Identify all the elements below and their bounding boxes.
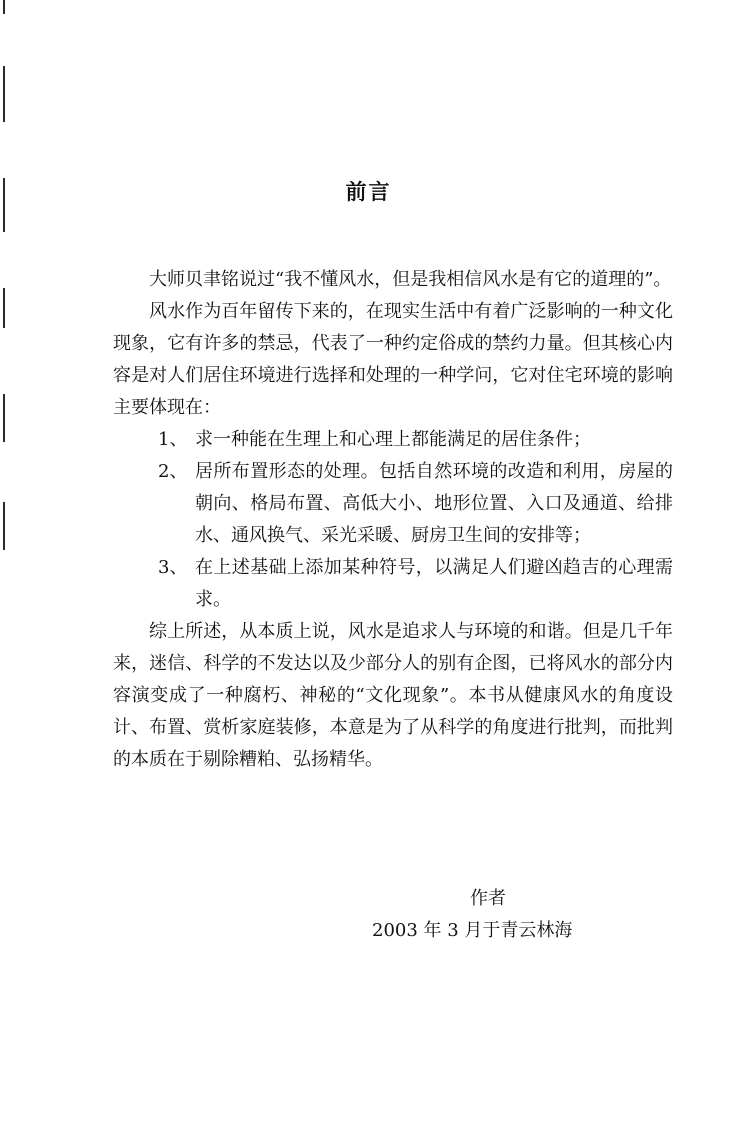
page-title: 前言 [345, 179, 392, 204]
scan-edge-mark [3, 502, 5, 550]
signature-date: 2003 年 3 月于青云林海 [372, 920, 573, 941]
list-item-number: 2、 [158, 461, 188, 482]
paragraph-fengshui: 风水作为百年留传下来的，在现实生活中有着广泛影响的一种文化现象，它有许多的禁忌，代表了一种约定俗成的禁约力量。但其核心内容是对人们居住环境进行选择和处理的一种学问，它对住宅环境的影响主要体现在： [113, 301, 673, 418]
scan-edge-mark [3, 288, 5, 328]
paragraph-conclusion: 综上所述，从本质上说，风水是追求人与环境的和谐。但是几千年来，迷信、科学的不发达以及少部分人的别有企图，已将风水的部分内容演变成了一种腐朽、神秘的“文化现象”。本书从健康风水的角度设计、布置、赏析家庭装修，本意是为了从科学的角度进行批判，而批判的本质在于剔除糟粕、弘扬精华。 [113, 621, 673, 770]
list-item [113, 552, 673, 616]
list-item-text: 在上述基础上添加某种符号，以满足人们避凶趋吉的心理需求。 [195, 557, 673, 610]
list-item-text: 求一种能在生理上和心理上都能满足的居住条件； [195, 429, 591, 450]
scan-edge-mark [3, 0, 5, 14]
scan-edge-mark [3, 66, 5, 122]
list-item-number: 1、 [158, 429, 188, 450]
paragraph-intro: 大师贝聿铭说过“我不懂风水，但是我相信风水是有它的道理的”。 [149, 269, 672, 290]
scan-edge-mark [3, 394, 5, 442]
signature-author: 作者 [470, 888, 506, 909]
list-item [113, 456, 673, 552]
document-body [113, 264, 673, 776]
list-item [113, 424, 673, 456]
list-item-number: 3、 [158, 557, 188, 578]
list-item-text: 居所布置形态的处理。包括自然环境的改造和利用，房屋的朝向、格局布置、高低大小、地形位置、入口及通道、给排水、通风换气、采光采暖、厨房卫生间的安排等； [195, 461, 673, 546]
